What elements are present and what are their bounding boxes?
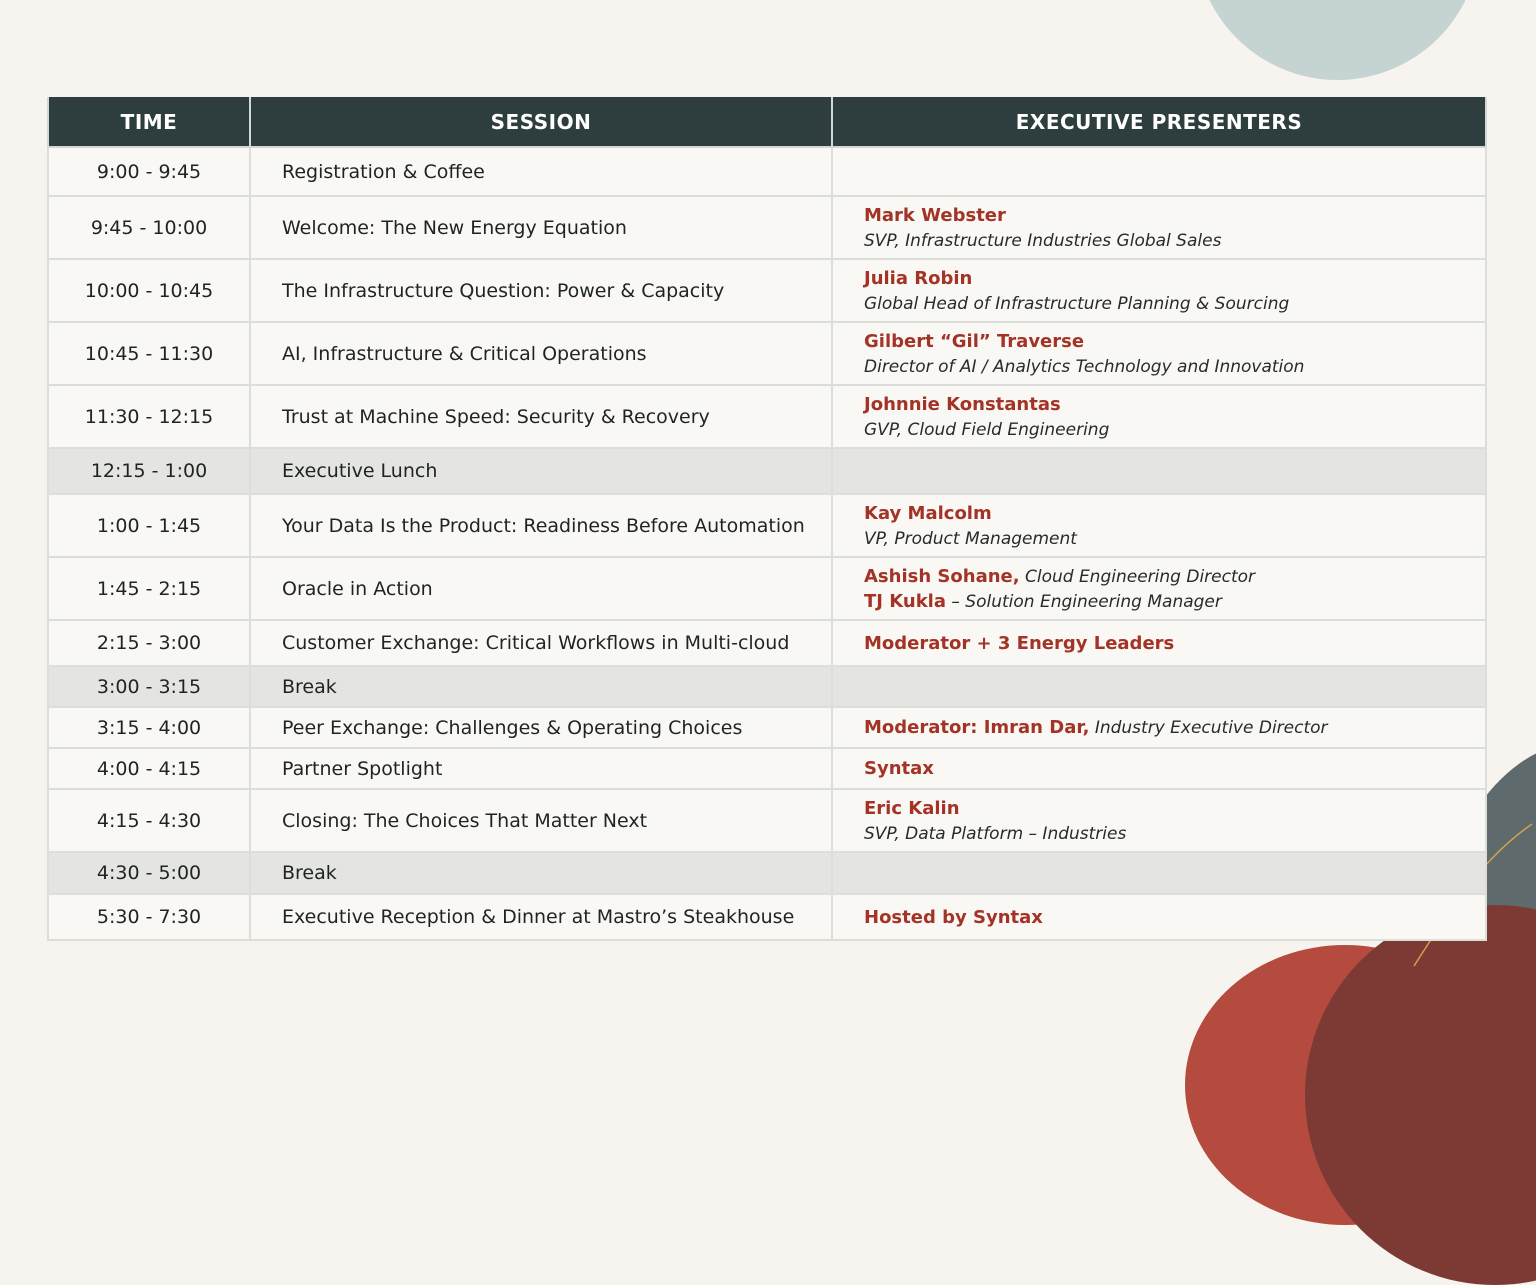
presenter-role: – Solution Engineering Manager [945,591,1222,612]
presenter-role: SVP, Infrastructure Industries Global Sales [864,230,1222,251]
agenda-row [48,707,1486,748]
agenda-header-row [48,98,1486,148]
agenda-row [48,666,1486,707]
presenter-name: Julia Robin [864,267,973,289]
presenter-name: Eric Kalin [864,797,960,819]
session-title: Closing: The Choices That Matter Next [250,789,832,852]
session-time: 12:15 - 1:00 [48,448,250,494]
session-time: 9:00 - 9:45 [48,147,250,196]
session-title: Your Data Is the Product: Readiness Before Automation [250,494,832,557]
session-presenters [832,147,1486,196]
session-presenters [832,196,1486,259]
presenter-name: Hosted by Syntax [864,906,1043,928]
presenter-line [864,291,1485,316]
session-title: Peer Exchange: Challenges & Operating Choices [250,707,832,748]
presenter-name: Mark Webster [864,204,1006,226]
session-presenters [832,707,1486,748]
agenda-row [48,196,1486,259]
presenter-line [864,354,1485,379]
presenter-line [864,564,1485,589]
session-time: 2:15 - 3:00 [48,620,250,666]
presenter-name: Moderator + 3 Energy Leaders [864,632,1175,654]
presenter-role: Global Head of Infrastructure Planning & Sourcing [864,293,1290,314]
agenda-row [48,259,1486,322]
presenter-line [864,631,1485,656]
agenda-table [47,97,1487,941]
presenter-line [864,228,1485,253]
session-time: 3:00 - 3:15 [48,666,250,707]
presenter-role: Industry Executive Director [1089,718,1328,738]
agenda-row [48,852,1486,894]
session-time: 9:45 - 10:00 [48,196,250,259]
header-presenters: EXECUTIVE PRESENTERS [832,98,1486,148]
header-session: SESSION [250,98,832,148]
session-presenters [832,385,1486,448]
session-presenters [832,666,1486,707]
presenter-line [864,203,1485,228]
decorative-circle-top [1195,0,1480,80]
presenter-role: Director of AI / Analytics Technology and Innovation [864,356,1305,377]
session-time: 4:30 - 5:00 [48,852,250,894]
session-presenters [832,620,1486,666]
session-time: 4:15 - 4:30 [48,789,250,852]
agenda-row [48,748,1486,789]
presenter-name: Syntax [864,758,934,779]
session-title: Executive Lunch [250,448,832,494]
presenter-role: SVP, Data Platform – Industries [864,823,1127,844]
agenda-row [48,789,1486,852]
agenda-row [48,385,1486,448]
presenter-line [864,905,1485,930]
session-title: Oracle in Action [250,557,832,620]
presenter-role: Cloud Engineering Director [1019,566,1256,587]
session-title: Executive Reception & Dinner at Mastro’s Steakhouse [250,894,832,940]
agenda-row [48,894,1486,940]
presenter-line [864,715,1485,740]
presenter-line [864,796,1485,821]
presenter-role: VP, Product Management [864,528,1077,549]
session-presenters [832,259,1486,322]
presenter-line [864,501,1485,526]
presenter-name: Moderator: Imran Dar, [864,717,1090,738]
session-time: 1:45 - 2:15 [48,557,250,620]
agenda-row [48,448,1486,494]
session-presenters [832,448,1486,494]
session-time: 3:15 - 4:00 [48,707,250,748]
session-title: Break [250,666,832,707]
presenter-role: GVP, Cloud Field Engineering [864,419,1110,440]
session-title: AI, Infrastructure & Critical Operations [250,322,832,385]
session-presenters [832,557,1486,620]
agenda-row [48,147,1486,196]
session-time: 4:00 - 4:15 [48,748,250,789]
session-title: Customer Exchange: Critical Workflows in Multi-cloud [250,620,832,666]
session-presenters [832,494,1486,557]
session-time: 10:00 - 10:45 [48,259,250,322]
session-title: Break [250,852,832,894]
presenter-line [864,417,1485,442]
session-presenters [832,748,1486,789]
session-title: Partner Spotlight [250,748,832,789]
presenter-line [864,756,1485,781]
session-presenters [832,852,1486,894]
presenter-line [864,589,1485,614]
session-presenters [832,322,1486,385]
agenda-body [48,147,1486,940]
presenter-line [864,526,1485,551]
session-presenters [832,789,1486,852]
session-time: 10:45 - 11:30 [48,322,250,385]
presenter-line [864,821,1485,846]
agenda-row [48,322,1486,385]
presenter-name: Ashish Sohane, [864,565,1020,587]
presenter-name: TJ Kukla [864,590,946,612]
session-time: 1:00 - 1:45 [48,494,250,557]
session-title: Welcome: The New Energy Equation [250,196,832,259]
presenter-line [864,329,1485,354]
session-presenters [832,894,1486,940]
session-title: Trust at Machine Speed: Security & Recovery [250,385,832,448]
header-time: TIME [48,98,250,148]
agenda-row [48,494,1486,557]
session-time: 11:30 - 12:15 [48,385,250,448]
session-time: 5:30 - 7:30 [48,894,250,940]
presenter-name: Kay Malcolm [864,502,992,524]
agenda-row [48,620,1486,666]
presenter-name: Gilbert “Gil” Traverse [864,330,1085,352]
agenda-row [48,557,1486,620]
session-title: Registration & Coffee [250,147,832,196]
presenter-line [864,392,1485,417]
presenter-line [864,266,1485,291]
presenter-name: Johnnie Konstantas [864,393,1061,415]
session-title: The Infrastructure Question: Power & Capacity [250,259,832,322]
